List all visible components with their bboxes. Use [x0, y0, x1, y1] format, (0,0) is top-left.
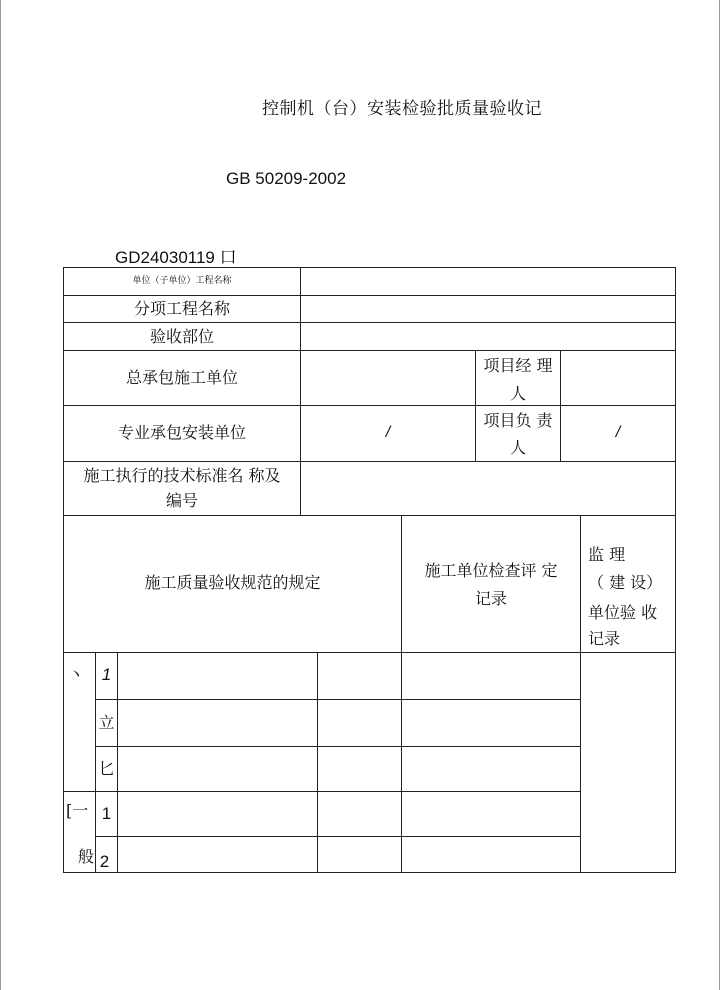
project-lead-value: / [615, 424, 621, 441]
form-title: 控制机（台）安装检验批质量验收记 [262, 99, 542, 119]
col-divider [317, 652, 318, 873]
row-divider [95, 746, 580, 747]
contractor-check-header-cont: 记录 [474, 589, 507, 608]
row-divider [63, 791, 580, 792]
table-right-border [675, 267, 676, 873]
specialty-contractor-value: / [385, 424, 391, 441]
general-item-number: 2 [99, 852, 110, 871]
project-manager-label-cont: 人 [509, 384, 526, 403]
standard-number: GB 50209-2002 [226, 169, 347, 188]
supervisor-header-cont: 记录 [588, 629, 621, 648]
row-divider [63, 295, 676, 296]
spec-header: 施工质量验收规范的规定 [144, 573, 321, 592]
tech-standard-label-cont: 编号 [165, 491, 198, 510]
main-items-group-label: 丶 [68, 665, 85, 684]
row-divider [63, 322, 676, 323]
row-divider [63, 461, 676, 462]
acceptance-part-label: 验收部位 [149, 327, 214, 346]
col-divider [117, 652, 118, 873]
general-item-number: 1 [101, 804, 112, 823]
row-divider [63, 405, 676, 406]
row-divider [63, 652, 676, 653]
table-top-border [63, 267, 676, 268]
specialty-contractor-label: 专业承包安装单位 [117, 423, 246, 442]
main-item-number: 匕 [98, 759, 115, 778]
col-divider [300, 267, 301, 516]
general-contractor-label: 总承包施工单位 [125, 368, 238, 387]
table-left-border [63, 267, 64, 873]
tech-standard-label: 施工执行的技术标准名 称及 [83, 466, 281, 485]
col-divider [560, 350, 561, 462]
project-lead-label-cont: 人 [509, 438, 526, 457]
row-divider [63, 350, 676, 351]
project-manager-label: 项目经 理 [483, 356, 553, 375]
page-edge-left [0, 0, 1, 990]
supervisor-header-cont: 单位验 收 [588, 603, 658, 622]
sub-project-label: 分项工程名称 [133, 299, 230, 318]
row-divider [95, 836, 580, 837]
col-divider [580, 515, 581, 873]
general-items-group-label-cont: 般 [78, 847, 95, 866]
supervisor-header-cont: （ 建 设） [588, 573, 663, 592]
general-items-group-label: [一 [66, 801, 89, 820]
form-code: GD24030119 口 [115, 248, 237, 267]
project-lead-label: 项目负 责 [483, 411, 553, 430]
row-divider [95, 699, 580, 700]
main-item-number: 立 [98, 713, 115, 732]
row-divider [63, 515, 676, 516]
table-bottom-border [63, 872, 676, 873]
main-item-number: 1 [101, 665, 112, 684]
supervisor-header: 监 理 [588, 545, 626, 564]
contractor-check-header: 施工单位检查评 定 [424, 561, 558, 580]
unit-project-label: 单位（子单位）工程名称 [132, 276, 232, 286]
